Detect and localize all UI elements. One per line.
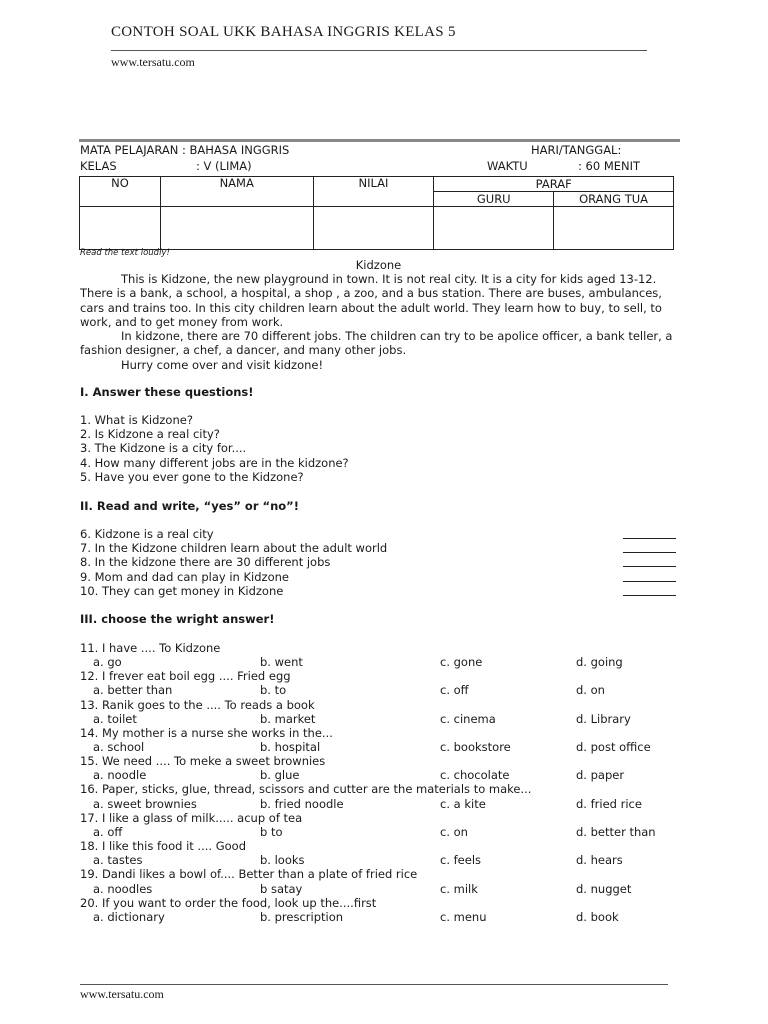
mc-question: 20. If you want to order the food, look up the....first [80,895,377,910]
option-d[interactable]: d. better than [576,824,656,839]
mc-question: 13. Ranik goes to the .... To reads a book [80,697,315,712]
option-c[interactable]: c. chocolate [440,768,510,783]
story-paragraph-1: This is Kidzone, the new playground in town. It is not real city. It is a city for kids aged 13-12. There is a bank, a school, a hospital, a shop , a zoo, and a bus station. There are buses, ambulances, cars and trains too. In this city children learn about the adult world. They learn how to buy, to sell, to work, and to get money from work. [80,272,662,329]
statement-text: 7. In the Kidzone children learn about the adult world [80,541,388,556]
option-a[interactable]: a. dictionary [93,909,165,924]
subject-label: MATA PELAJARAN : BAHASA INGGRIS [80,143,290,157]
class-value: : V (LIMA) [196,159,252,173]
option-d[interactable]: d. book [576,909,619,924]
statement-text: 10. They can get money in Kidzone [80,583,284,598]
question-item: 2. Is Kidzone a real city? [80,427,220,442]
question-item: 4. How many different jobs are in the kidzone? [80,455,349,470]
meta-divider [79,139,680,142]
option-d[interactable]: d. fried rice [576,796,642,811]
option-d[interactable]: d. going [576,655,623,670]
mc-options [80,768,680,782]
option-a[interactable]: a. sweet brownies [93,796,197,811]
option-c[interactable]: c. on [440,824,468,839]
day-date-label: HARI/TANGGAL: [531,143,622,157]
option-c[interactable]: c. gone [440,655,483,670]
grade-cell-no [80,207,161,250]
grade-cell-nilai [313,207,434,250]
grade-header-paraf: PARAF [434,177,674,192]
mc-question: 14. My mother is a nurse she works in the... [80,725,333,740]
answer-blank[interactable] [623,538,676,539]
mc-options [80,825,680,839]
grade-header-no: NO [80,177,161,207]
grade-header-nama: NAMA [160,177,313,207]
statement-row [80,541,676,555]
mc-options [80,853,680,867]
grade-cell-guru [434,207,554,250]
answer-blank[interactable] [623,552,676,553]
statement-row [80,555,676,569]
option-a[interactable]: a. noodles [93,881,153,896]
answer-blank[interactable] [623,581,676,582]
grade-header-nilai: NILAI [313,177,434,207]
option-a[interactable]: a. school [93,740,145,755]
option-b[interactable]: b. fried noodle [260,796,344,811]
option-a[interactable]: a. toilet [93,711,137,726]
document-title: CONTOH SOAL UKK BAHASA INGGRIS KELAS 5 [111,24,456,40]
option-c[interactable]: c. bookstore [440,740,511,755]
mc-options [80,740,680,754]
grade-header-orang-tua: ORANG TUA [554,192,674,207]
option-d[interactable]: d. post office [576,740,651,755]
story-title: Kidzone [355,258,402,272]
option-c[interactable]: c. milk [440,881,478,896]
option-b[interactable]: b. prescription [260,909,344,924]
grade-cell-orang-tua [554,207,674,250]
option-d[interactable]: d. hears [576,853,623,868]
option-c[interactable]: c. off [440,683,469,698]
section-2-statements [80,527,676,598]
mc-question: 12. I frever eat boil egg .... Fried egg [80,669,291,684]
question-item: 5. Have you ever gone to the Kidzone? [80,469,304,484]
statement-text: 6. Kidzone is a real city [80,527,214,541]
mc-options [80,797,680,811]
statement-text: 8. In the kidzone there are 30 different jobs [80,555,331,570]
class-label: KELAS [80,159,117,173]
statement-row [80,527,676,541]
option-a[interactable]: a. go [93,655,122,670]
section-1-questions [80,413,349,484]
option-b[interactable]: b to [260,824,283,839]
statement-text: 9. Mom and dad can play in Kidzone [80,569,289,584]
mc-question: 11. I have .... To Kidzone [80,641,221,655]
story-paragraph-2: In kidzone, there are 70 different jobs. The children can try to be apolice officer, a bank teller, a fashion designer, a chef, a dancer, and many other jobs. [80,329,673,358]
time-label: WAKTU [487,159,528,173]
option-a[interactable]: a. noodle [93,768,147,783]
mc-options [80,712,680,726]
option-a[interactable]: a. tastes [93,853,143,868]
option-c[interactable]: c. cinema [440,711,496,726]
header-url: www.tersatu.com [111,55,195,69]
footer-url: www.tersatu.com [80,987,164,1001]
option-b[interactable]: b. hospital [260,740,321,755]
question-item: 1. What is Kidzone? [80,413,193,427]
section-3-items [80,641,680,924]
statement-row [80,570,676,584]
mc-question: 17. I like a glass of milk..... acup of tea [80,810,303,825]
mc-question: 16. Paper, sticks, glue, thread, scissors and cutter are the materials to make... [80,782,532,797]
option-c[interactable]: c. a kite [440,796,486,811]
option-b[interactable]: b. market [260,711,316,726]
mc-question: 18. I like this food it .... Good [80,839,246,854]
option-d[interactable]: d. on [576,683,605,698]
header-divider [111,50,647,51]
option-b[interactable]: b satay [260,881,303,896]
section-2-heading: II. Read and write, “yes” or “no”! [80,499,299,513]
story-text [80,272,680,372]
statement-row [80,584,676,598]
question-item: 3. The Kidzone is a city for.... [80,441,247,456]
reading-instruction: Read the text loudly! [80,248,170,258]
answer-blank[interactable] [623,566,676,567]
option-a[interactable]: a. better than [93,683,173,698]
option-b[interactable]: b. glue [260,768,300,783]
option-b[interactable]: b. looks [260,853,305,868]
section-3-heading: III. choose the wright answer! [80,612,275,626]
grade-cell-nama [160,207,313,250]
option-d[interactable]: d. nugget [576,881,632,896]
mc-options [80,655,680,669]
option-b[interactable]: b. went [260,655,303,670]
story-paragraph-3: Hurry come over and visit kidzone! [121,357,324,372]
option-c[interactable]: c. menu [440,909,487,924]
option-d[interactable]: d. paper [576,768,625,783]
mc-question: 19. Dandi likes a bowl of.... Better than a plate of fried rice [80,867,418,882]
option-b[interactable]: b. to [260,683,287,698]
option-c[interactable]: c. feels [440,853,482,868]
option-a[interactable]: a. off [93,824,123,839]
mc-options [80,910,680,924]
mc-options [80,683,680,697]
time-value: : 60 MENIT [578,159,641,173]
section-1-heading: I. Answer these questions! [80,385,254,399]
mc-question: 15. We need .... To meke a sweet brownies [80,754,326,769]
grade-table [79,176,674,250]
option-d[interactable]: d. Library [576,711,631,726]
mc-options [80,882,680,896]
answer-blank[interactable] [623,595,676,596]
footer-divider [80,984,668,985]
grade-header-guru: GURU [434,192,554,207]
